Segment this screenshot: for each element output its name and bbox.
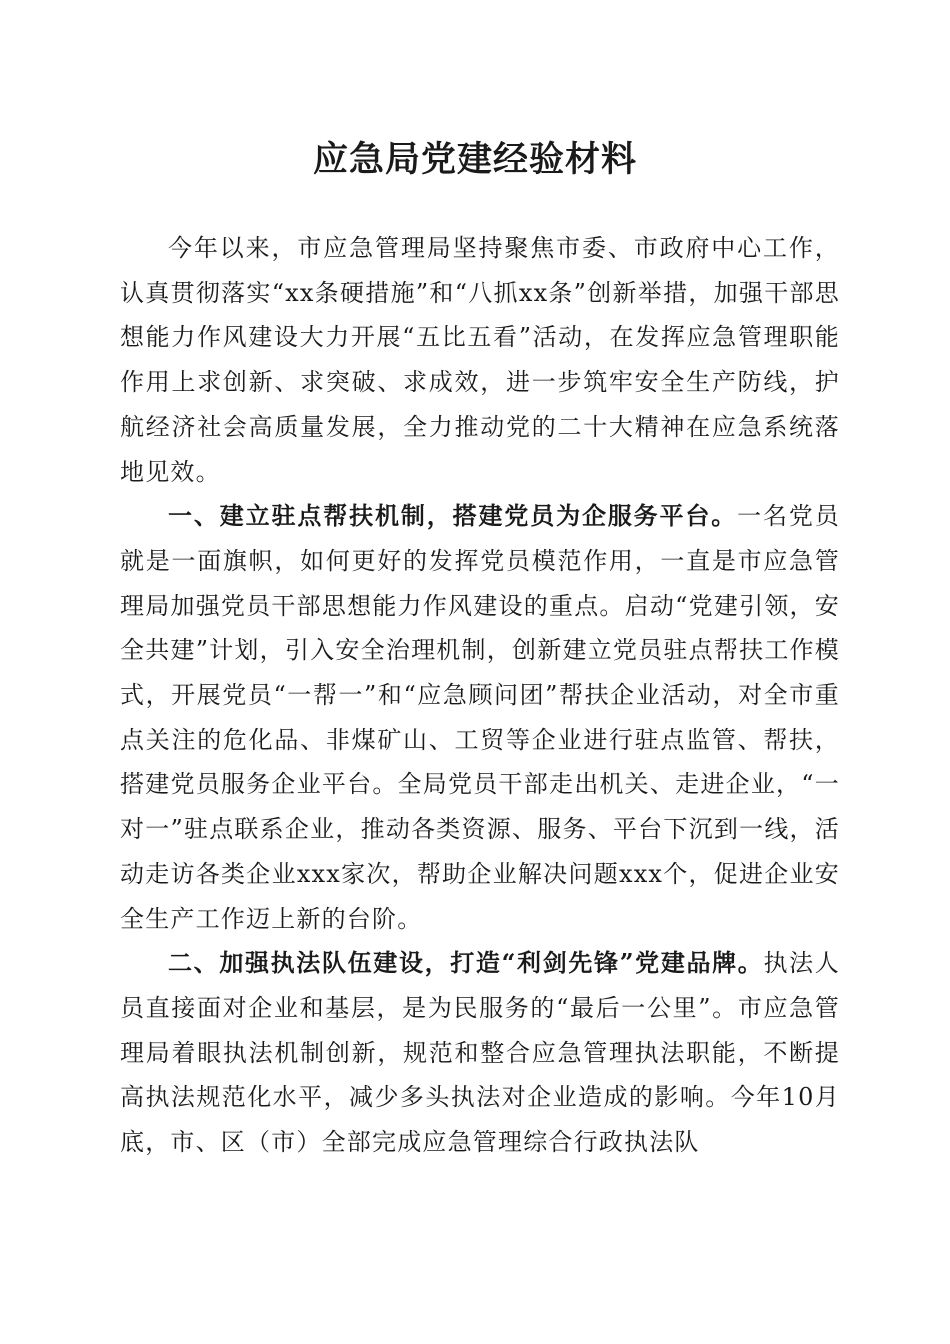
section-2-heading: 二、加强执法队伍建设，打造“利剑先锋”党建品牌。 (168, 948, 764, 978)
section-1-heading: 一、建立驻点帮扶机制，搭建党员为企服务平台。 (168, 501, 738, 531)
intro-paragraph-text: 今年以来，市应急管理局坚持聚焦市委、市政府中心工作，认真贯彻落实“xx条硬措施”和“八抓xx条”创新举措，加强干部思想能力作风建设大力开展“五比五看”活动，在发挥应急管理职能作用上求创新、求突破、求成效，进一步筑牢安全生产防线，护航经济社会高质量发展，全力推动党的二十大精神在应急系统落地见效。 (120, 234, 840, 486)
intro-paragraph (120, 226, 840, 494)
section-1-paragraph (120, 494, 840, 941)
section-2-paragraph (120, 941, 840, 1165)
section-1-text: 一名党员就是一面旗帜，如何更好的发挥党员模范作用，一直是市应急管理局加强党员干部思想能力作风建设的重点。启动“党建引领，安全共建”计划，引入安全治理机制，创新建立党员驻点帮扶工作模式，开展党员“一帮一”和“应急顾问团”帮扶企业活动，对全市重点关注的危化品、非煤矿山、工贸等企业进行驻点监管、帮扶，搭建党员服务企业平台。全局党员干部走出机关、走进企业，“一对一”驻点联系企业，推动各类资源、服务、平台下沉到一线，活动走访各类企业xxx家次，帮助企业解决问题xxx个，促进企业安全生产工作迈上新的台阶。 (120, 502, 840, 933)
document-title: 应急局党建经验材料 (312, 139, 637, 180)
document-body (120, 226, 840, 1165)
section-2-text: 执法人员直接面对企业和基层，是为民服务的“最后一公里”。市应急管理局着眼执法机制创新，规范和整合应急管理执法职能，不断提高执法规范化水平，减少多头执法对企业造成的影响。今年10月底，市、区（市）全部完成应急管理综合行政执法队 (120, 949, 840, 1157)
